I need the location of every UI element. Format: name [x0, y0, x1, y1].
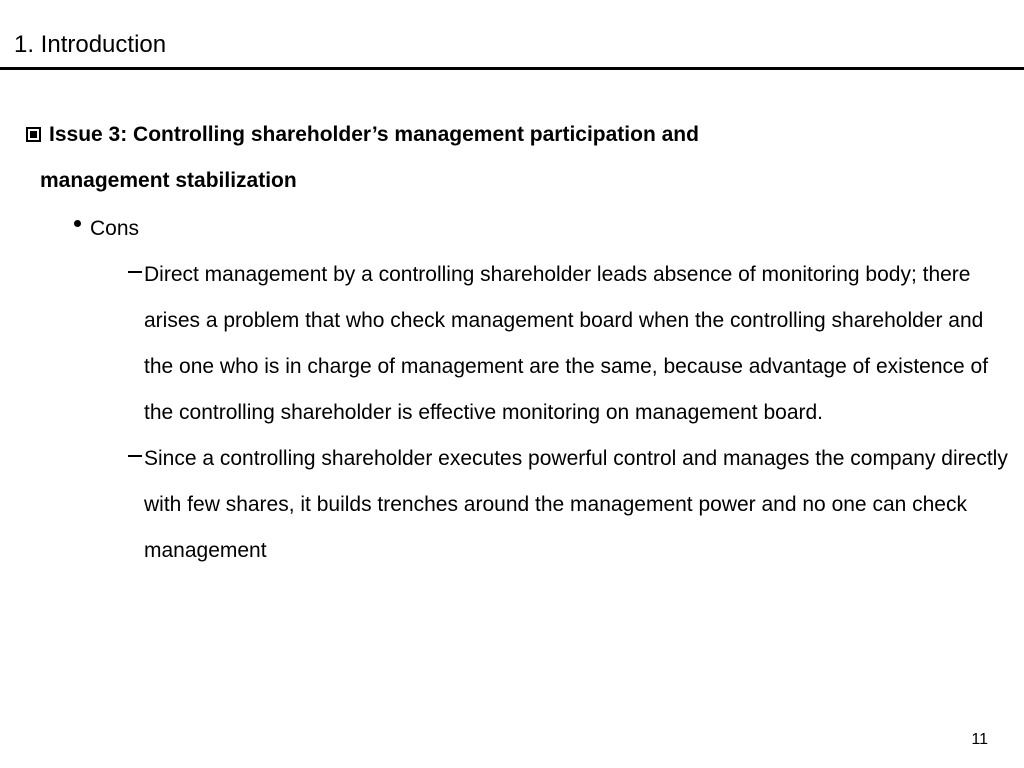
page-number: 11: [971, 731, 988, 748]
bullet-dot-icon: [74, 220, 81, 227]
cons-points-list: [128, 252, 1008, 574]
dash-icon: [128, 455, 142, 457]
cons-bullet: [74, 206, 139, 252]
filled-square-icon: [26, 127, 41, 142]
slide-title: 1. Introduction: [14, 31, 167, 58]
dash-icon: [128, 271, 142, 273]
cons-point: [128, 252, 1008, 436]
issue-heading: [26, 112, 926, 204]
cons-point: [128, 436, 1008, 574]
issue-heading-line-1: [26, 112, 926, 158]
issue-heading-text-2: management stabilization: [40, 169, 297, 192]
cons-point-text: Since a controlling shareholder executes powerful control and manages the company directly with few shares, it builds trenches around the management power and no one can check management: [144, 447, 1008, 562]
issue-heading-text-1: Issue 3: Controlling shareholder’s management participation and: [49, 123, 699, 146]
cons-label: Cons: [90, 217, 140, 240]
cons-point-text: Direct management by a controlling shareholder leads absence of monitoring body; there arises a problem that who check management board when the controlling shareholder and the one who is in charge of management are the same, because advantage of existence of the controlling shareholder is effective monitoring on management board.: [144, 263, 989, 424]
title-divider: [0, 67, 1024, 70]
